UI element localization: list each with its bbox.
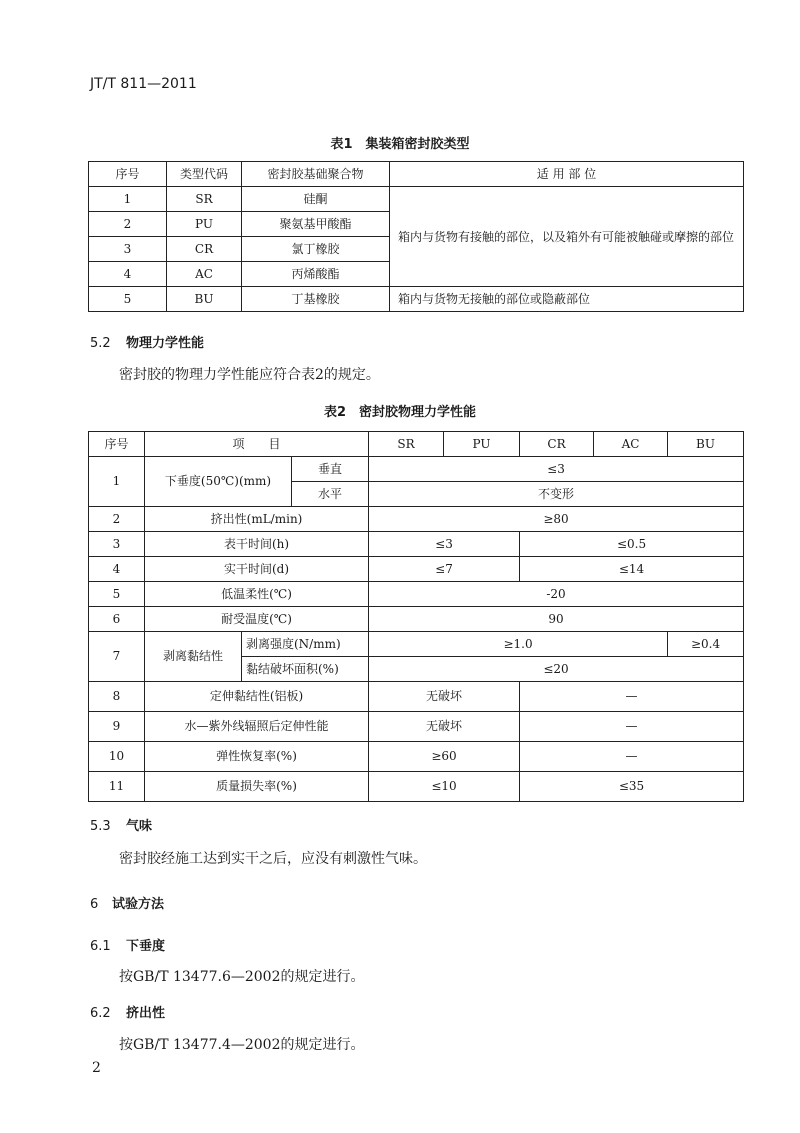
header-cell: 序号 [89,432,145,457]
section-5-2-heading [90,332,204,351]
section-title: 物理力学性能 [126,336,205,351]
table-cell: 4 [89,557,145,582]
table-row [89,557,744,582]
table-cell: 聚氨基甲酸酯 [242,212,390,237]
table-cell: 定伸黏结性(铝板) [145,682,369,712]
table-cell: 挤出性(mL/min) [145,507,369,532]
header-cell: SR [369,432,444,457]
table-cell: 无破坏 [369,682,520,712]
table-cell: — [520,742,744,772]
table-cell: SR [167,187,242,212]
table-cell: ≤35 [520,772,744,802]
section-title: 气味 [126,819,153,834]
table-cell: ≤10 [369,772,520,802]
table-cell: 5 [89,582,145,607]
table-cell: ≥60 [369,742,520,772]
table-cell: ≥80 [369,507,744,532]
table-cell: ≤20 [369,657,744,682]
header-cell: 类型代码 [167,162,242,187]
sealant-types-table [88,161,744,312]
table-cell: 1 [89,187,167,212]
table-cell: 表干时间(h) [145,532,369,557]
table-cell: BU [167,287,242,312]
section-5-2-text: 密封胶的物理力学性能应符合表2的规定。 [119,367,380,383]
table-row [89,287,744,312]
section-6-heading [90,893,164,912]
table-row [89,582,744,607]
table-row [89,457,744,482]
table-cell: 下垂度(50℃)(mm) [145,457,292,507]
table-row [89,607,744,632]
table-cell: 黏结破坏面积(%) [242,657,369,682]
table-cell: ≤3 [369,532,520,557]
table-cell: — [520,682,744,712]
table-cell: 4 [89,262,167,287]
section-6-1-heading [90,935,165,954]
table-row [89,712,744,742]
section-number: 5.2 [90,336,111,351]
table-cell: 弹性恢复率(%) [145,742,369,772]
table-cell: 不变形 [369,482,744,507]
table-row [89,742,744,772]
table-cell: 水平 [292,482,369,507]
table-cell: ≥0.4 [668,632,744,657]
table-cell: 硅酮 [242,187,390,212]
header-cell: CR [520,432,594,457]
table-cell: 2 [89,212,167,237]
section-5-3-text: 密封胶经施工达到实干之后，应没有刺激性气味。 [119,851,427,867]
usage-noncontact-cell: 箱内与货物无接触的部位或隐蔽部位 [390,287,744,312]
table-cell: 丙烯酸酯 [242,262,390,287]
usage-contact-cell: 箱内与货物有接触的部位，以及箱外有可能被触碰或摩擦的部位 [390,187,744,287]
section-6-1-text: 按GB/T 13477.6—2002的规定进行。 [119,969,365,985]
table-cell: 3 [89,237,167,262]
table-cell: -20 [369,582,744,607]
table-cell: 90 [369,607,744,632]
table-cell: 水—紫外线辐照后定伸性能 [145,712,369,742]
section-6-2-heading [90,1002,165,1021]
table-cell: 7 [89,632,145,682]
table-cell: 耐受温度(℃) [145,607,369,632]
page-number: 2 [92,1060,101,1076]
table-header-row [89,432,744,457]
table-row [89,532,744,557]
table-row [89,187,744,212]
table-cell: ≤14 [520,557,744,582]
table-cell: 氯丁橡胶 [242,237,390,262]
table-cell: 质量损失率(%) [145,772,369,802]
table-row [89,507,744,532]
table-cell: 丁基橡胶 [242,287,390,312]
table2-caption: 表2 密封胶物理力学性能 [323,405,477,420]
table-cell: 2 [89,507,145,532]
section-title: 下垂度 [126,939,166,954]
table1-caption: 表1 集装箱密封胶类型 [330,137,470,152]
section-title: 试验方法 [112,897,165,912]
header-cell: 密封胶基础聚合物 [242,162,390,187]
section-number: 6 [90,897,99,912]
table-header-row [89,162,744,187]
header-cell: BU [668,432,744,457]
document-code: JT/T 811—2011 [90,76,197,92]
table-cell: 剥离黏结性 [145,632,242,682]
section-5-3-heading [90,815,152,834]
table-cell: ≤7 [369,557,520,582]
physical-properties-table [88,431,744,802]
table-row [89,772,744,802]
table-cell: 11 [89,772,145,802]
table-cell: 8 [89,682,145,712]
section-number: 6.2 [90,1006,111,1021]
table-cell: PU [167,212,242,237]
section-number: 6.1 [90,939,111,954]
table-cell: 6 [89,607,145,632]
table-cell: 10 [89,742,145,772]
table-row [89,632,744,657]
table-cell: CR [167,237,242,262]
header-cell: PU [444,432,520,457]
table-cell: 剥离强度(N/mm) [242,632,369,657]
table-cell: — [520,712,744,742]
table-cell: ≤0.5 [520,532,744,557]
table-cell: ≥1.0 [369,632,668,657]
table-cell: 9 [89,712,145,742]
table-cell: 实干时间(d) [145,557,369,582]
header-cell: 项 目 [145,432,369,457]
section-number: 5.3 [90,819,111,834]
table-cell: 1 [89,457,145,507]
table-cell: 低温柔性(℃) [145,582,369,607]
table-cell: 垂直 [292,457,369,482]
section-title: 挤出性 [126,1006,166,1021]
header-cell: 序号 [89,162,167,187]
table-cell: ≤3 [369,457,744,482]
table-cell: 无破坏 [369,712,520,742]
section-6-2-text: 按GB/T 13477.4—2002的规定进行。 [119,1037,365,1053]
table-cell: AC [167,262,242,287]
table-row [89,682,744,712]
table-cell: 5 [89,287,167,312]
table-cell: 3 [89,532,145,557]
header-cell: AC [594,432,668,457]
header-cell: 适 用 部 位 [390,162,744,187]
